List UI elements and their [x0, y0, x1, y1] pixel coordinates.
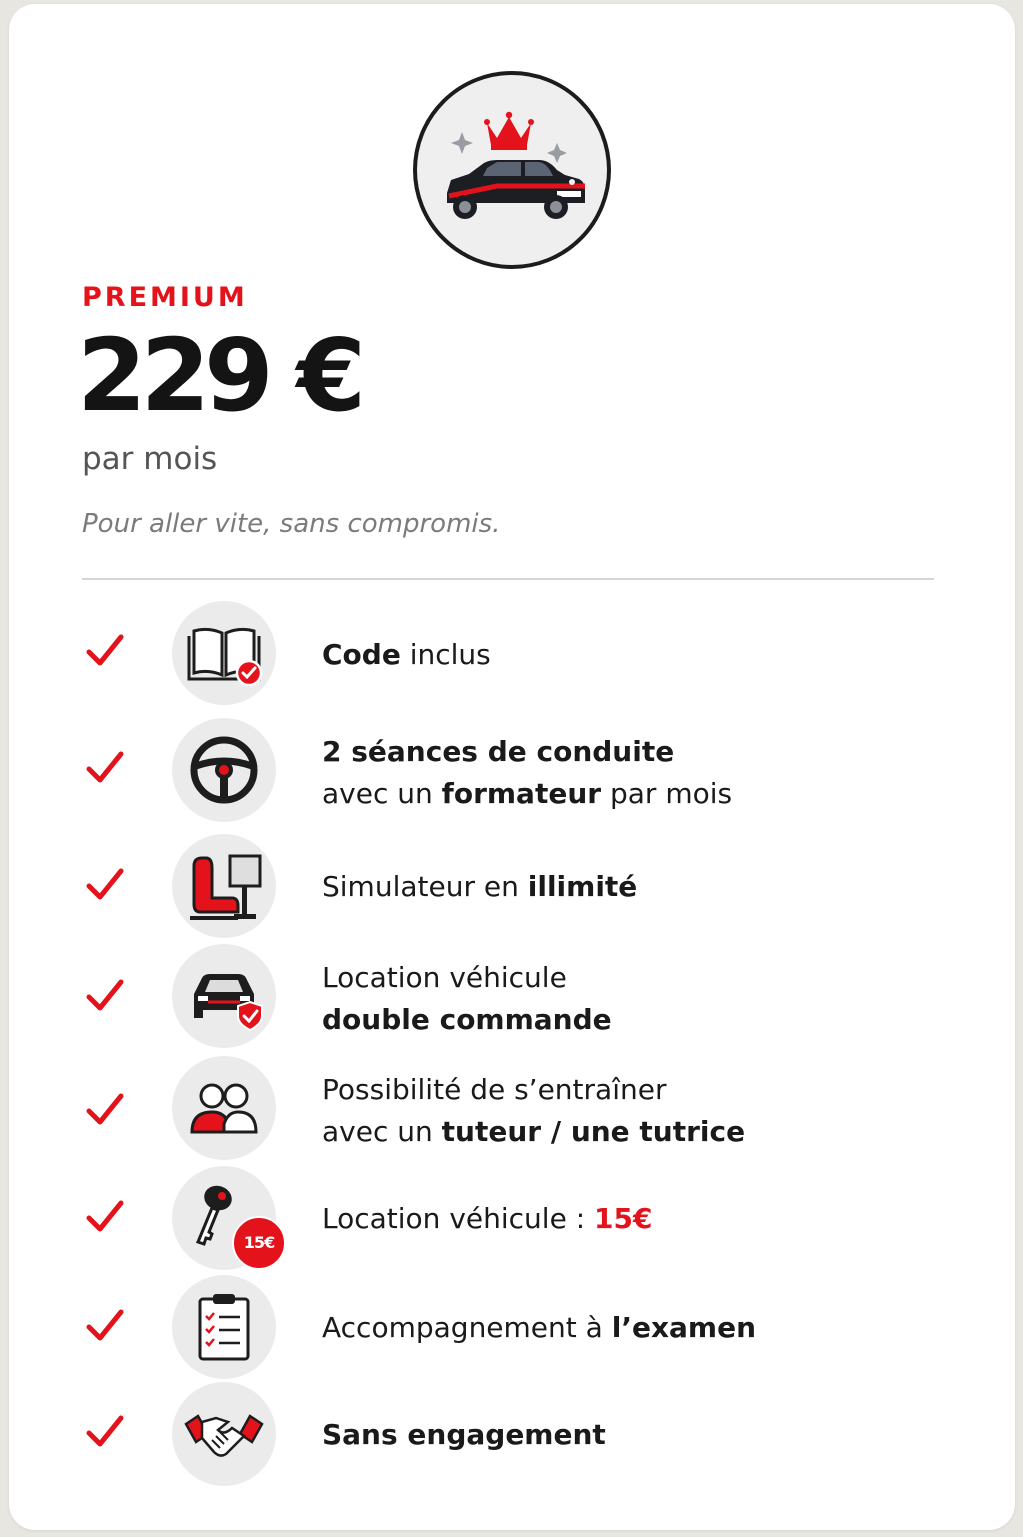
feature-text: Sans engagement	[322, 1418, 606, 1451]
premium-car-crown-icon	[413, 71, 611, 269]
feature-item	[9, 1166, 1015, 1270]
simulator-seat-icon	[172, 834, 276, 938]
feature-item	[9, 1275, 1015, 1379]
check-icon	[85, 1199, 125, 1235]
handshake-icon	[172, 1382, 276, 1486]
check-icon	[85, 867, 125, 903]
feature-text: Possibilité de s’entraîner avec un tuteur / une tutrice	[322, 1073, 746, 1148]
feature-item	[9, 718, 1015, 822]
price-period: par mois	[82, 441, 218, 477]
two-people-icon	[172, 1056, 276, 1160]
plan-tagline: Pour aller vite, sans compromis.	[82, 509, 501, 539]
check-icon	[85, 1092, 125, 1128]
plan-price: 229 €	[77, 317, 361, 434]
check-icon	[85, 1308, 125, 1344]
feature-text: Accompagnement à l’examen	[322, 1311, 757, 1344]
check-icon	[85, 978, 125, 1014]
price-badge: 15€	[232, 1216, 286, 1270]
plan-name: PREMIUM	[82, 282, 248, 313]
check-icon	[85, 1414, 125, 1450]
pricing-card	[9, 4, 1015, 1530]
book-check-icon	[172, 601, 276, 705]
feature-item	[9, 834, 1015, 938]
feature-text: Location véhicule double commande	[322, 961, 612, 1036]
check-icon	[85, 633, 125, 669]
check-icon	[85, 750, 125, 786]
feature-text: 2 séances de conduite avec un formateur par mois	[322, 735, 733, 810]
steering-wheel-icon	[172, 718, 276, 822]
clipboard-checklist-icon	[172, 1275, 276, 1379]
feature-text: Code inclus	[322, 638, 491, 671]
feature-item	[9, 601, 1015, 705]
feature-item	[9, 1382, 1015, 1486]
divider	[82, 578, 934, 580]
feature-item	[9, 1056, 1015, 1160]
feature-text: Location véhicule : 15€	[322, 1202, 653, 1235]
car-shield-icon	[172, 944, 276, 1048]
feature-item	[9, 944, 1015, 1048]
feature-text: Simulateur en illimité	[322, 870, 638, 903]
